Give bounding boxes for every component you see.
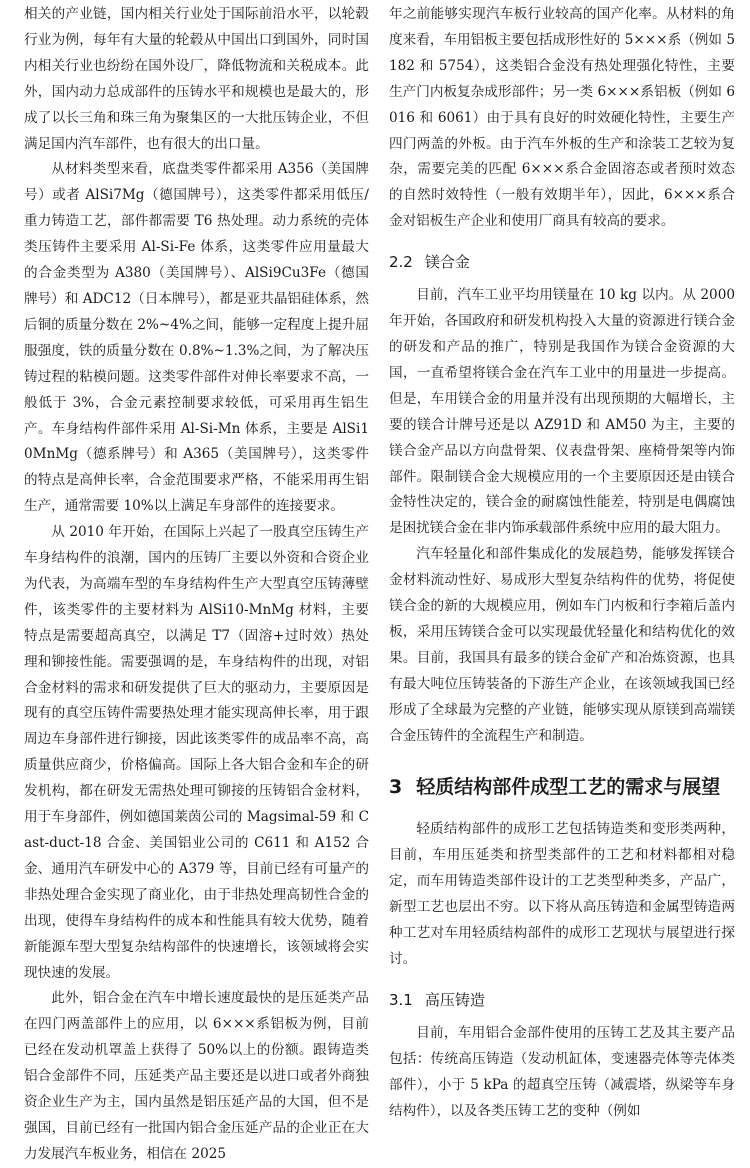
paragraph: 从材料类型来看，底盘类零件都采用 A356（美国牌号）或者 AlSi7Mg（德国牌号），这类零件都采用低压/重力铸造工艺，部件都需要 T6 热处理。动力系统的壳体类压铸件主要采用 Al-Si-Fe 体系，这类零件应用量最大的合金类型为 A380（美国牌号）、AlSi9Cu3Fe（德国牌号）和 ADC12（日本牌号），都是亚共晶铝硅体系，然后铜的质量分数在 2%~4%之间，能够一定程度上提升屈服强度，铁的质量分数在 0.8%~1.3%之间，为了解决压铸过程的粘模问题。这类零件部件对伸长率要求不高，一般低于 3%，合金元素控制要求较低，可采用再生铝生产。车身结构件部件采用 Al-Si-Mn 体系，主要是 AlSi10MnMg（德系牌号）和 A365（美国牌号），这类零件的特点是高伸长率，合金范围要求严格，不能采用再生铝生产，通常需要 10%以上满足车身部件的连接要求。 [24, 161, 369, 515]
section-heading-2-2 [389, 249, 735, 275]
section-number: 3 [389, 776, 403, 799]
paragraph: 此外，铝合金在汽车中增长速度最快的是压延类产品在四门两盖部件上的应用，以 6×××系铝板为例，目前已经在发动机罩盖上获得了 50%以上的份额。跟铸造类铝合金部件不同，压延类产品主要还是以进口或者外商独资企业生产为主，国内虽然是铝压延产品的大国，但不是强国，目前已经有一批国内铝合金压延产品的企业正在大力发展汽车板业务，相信在 2025 [24, 990, 369, 1162]
paragraph: 汽车轻量化和部件集成化的发展趋势，能够发挥镁合金材料流动性好、易成形大型复杂结构件的优势，将促使镁合金的新的大规模应用，例如车门内板和行李箱后盖内板，采用压铸镁合金可以实现最优轻量化和结构优化的效果。目前，我国具有最多的镁合金矿产和冶炼资源，也具有最大吨位压铸装备的下游生产企业，在该领域我国已经形成了全球最为完整的产业链，能够实现从原镁到高端镁合金压铸件的全流程生产和制造。 [389, 546, 735, 744]
section-number: 2.2 [389, 253, 413, 272]
paragraph: 从 2010 年开始，在国际上兴起了一股真空压铸生产车身结构件的浪潮，国内的压铸厂主要以外资和合资企业为代表，为高端车型的车身结构件生产大型真空压铸薄壁件，该类零件的主要材料为 AlSi10-MnMg 材料，主要特点是需要超高真空，以满足 T7（固溶+过时效）热处理和铆接性能。需要强调的是，车身结构件的出现，对铝合金材料的需求和研发提供了巨大的驱动力，主要原因是现有的真空压铸件需要热处理才能实现高伸长率，用于跟周边车身部件进行铆接，因此该类零件的成品率不高，高质量供应商少，价格偏高。国际上各大铝合金和车企的研发机构，都在研发无需热处理可铆接的压铸铝合金材料，用于车身部件，例如德国莱茵公司的 Magsimal-59 和 Cast-duct-18 合金、美国铝业公司的 C611 和 A152 合金、通用汽车研发中心的 A379 等，目前已经有可量产的非热处理合金实现了商业化，由于非热处理高韧性合金的出现，使得车身结构件的成本和性能具有较大优势，随着新能源车型大型复杂结构部件的快速增长，该领域将会实现快速的发展。 [24, 524, 369, 981]
paragraph: 相关的产业链，国内相关行业处于国际前沿水平，以轮毂行业为例，每年有大量的轮毂从中国出口到国外，同时国内相关行业也纷纷在国外设厂，降低物流和关税成本。此外，国内动力总成部件的压铸水平和规模也是最大的，形成了以长三角和珠三角为聚集区的一大批压铸企业，不但满足国内汽车部件，也有很大的出口量。 [24, 6, 369, 152]
section-heading-3-1 [389, 987, 735, 1013]
paragraph: 轻质结构部件的成形工艺包括铸造类和变形类两种，目前，车用压延类和挤型类部件的工艺和材料都相对稳定，而车用铸造类部件设计的工艺类型种类多，产品广，新型工艺也层出不穷。以下将从高压铸造和金属型铸造两种工艺对车用轻质结构部件的成形工艺现状与展望进行探讨。 [389, 821, 735, 967]
section-title: 高压铸造 [424, 990, 485, 1009]
paragraph: 目前，车用铝合金部件使用的压铸工艺及其主要产品包括：传统高压铸造（发动机缸体，变速器壳体等壳体类部件），小于 5 kPa 的超真空压铸（减震塔，纵梁等车身结构件），以及各类压铸工艺的变种（例如 [389, 1024, 735, 1119]
right-column [389, 2, 735, 1125]
section-title: 镁合金 [424, 253, 470, 272]
section-number: 3.1 [389, 990, 413, 1009]
paragraph: 年之前能够实现汽车板行业较高的国产化率。从材料的角度来看，车用铝板主要包括成形性好的 5×××系（例如 5182 和 5754），这类铝合金没有热处理强化特性，主要生产门内板复杂成形部件；另一类 6×××系铝板（例如 6016 和 6061）由于具有良好的时效硬化特性，主要生产四门两盖的外板。由于汽车外板的生产和涂装工艺较为复杂，需要完美的匹配 6×××系合金固溶态或者预时效态的自然时效特性（一般有效期半年），因此，6×××系合金对铝板生产企业和使用厂商具有较高的要求。 [389, 6, 735, 230]
paragraph: 目前，汽车工业平均用镁量在 10 kg 以内。从 2000 年开始，各国政府和研发机构投入大量的资源进行镁合金的研发和产品的推广，特别是我国作为镁合金资源的大国，一直希望将镁合金在汽车工业中的用量进一步提高。但是，车用镁合金的用量并没有出现预期的大幅增长，主要的镁合计牌号还是以 AZ91D 和 AM50 为主，主要的镁合金产品以方向盘骨架、仪表盘骨架、座椅骨架等内饰部件。限制镁合金大规模应用的一个主要原因还是由镁合金特性决定的，镁合金的耐腐蚀性能差，特别是电偶腐蚀是困扰镁合金在非内饰承载部件系统中应用的最大阻力。 [389, 287, 735, 537]
section-heading-3 [389, 771, 735, 803]
left-column [24, 2, 369, 1168]
section-title: 轻质结构部件成型工艺的需求与展望 [416, 776, 721, 799]
